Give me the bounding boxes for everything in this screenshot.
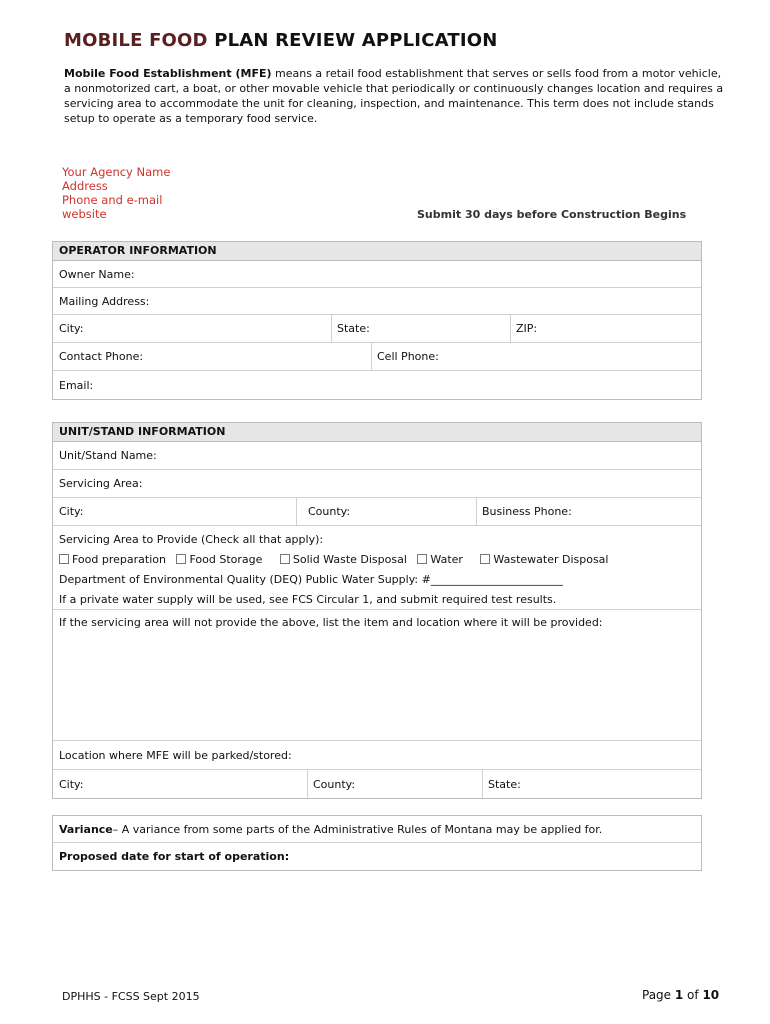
not-provided-label: If the servicing area will not provide the above, list the item and location where it will be provided: (59, 616, 603, 629)
business-phone-label: Business Phone: (482, 505, 572, 518)
loc-city-field[interactable] (53, 770, 307, 798)
checkbox-wastewater[interactable] (480, 553, 608, 566)
unit-city-label: City: (59, 505, 84, 518)
agency-block (62, 165, 170, 221)
operator-section (52, 241, 702, 400)
cell-phone-field[interactable] (371, 343, 701, 370)
checkbox-solid-waste[interactable] (280, 553, 407, 566)
intro-text: means a retail food establishment that serves or sells food from a motor vehicle, a nonmotorized cart, a boat, or other movable vehicle that periodically or continuously changes location and requires a servicing area to accommodate the unit for cleaning, inspection, and maintenance. This term does not include stands setup to operate as a temporary food service. (64, 67, 724, 125)
proposed-date-label: Proposed date for start of operation: (59, 850, 290, 863)
unit-heading: UNIT/STAND INFORMATION (53, 423, 701, 442)
submit-note: Submit 30 days before Construction Begins (417, 208, 687, 221)
operator-heading: OPERATOR INFORMATION (53, 242, 701, 261)
contact-phone-field[interactable] (53, 343, 371, 370)
agency-name: Your Agency Name (62, 165, 171, 179)
unit-section (52, 422, 702, 799)
intro-paragraph (64, 66, 724, 126)
checkbox-row (59, 553, 608, 566)
zip-label: ZIP: (516, 322, 538, 335)
variance-note (53, 816, 602, 842)
business-phone-field[interactable] (476, 498, 701, 525)
page-of: of (683, 988, 703, 1002)
agency-address: Address (62, 179, 108, 193)
checkbox-label: Food preparation (72, 553, 166, 566)
loc-state-field[interactable] (482, 770, 701, 798)
contact-phone-label: Contact Phone: (59, 350, 144, 363)
mailing-label: Mailing Address: (59, 294, 150, 308)
agency-website: website (62, 207, 107, 221)
servicing-provide-block (53, 526, 701, 610)
checkbox-icon[interactable] (280, 554, 290, 564)
servicing-area-row[interactable] (53, 470, 701, 498)
not-provided-block[interactable] (53, 610, 701, 741)
unit-name-row[interactable] (53, 442, 701, 470)
unit-city-field[interactable] (53, 498, 296, 525)
email-row[interactable] (53, 371, 701, 399)
variance-term: Variance (59, 822, 113, 836)
page-number (642, 988, 719, 1002)
variance-row (53, 816, 701, 843)
city-state-zip-row (53, 315, 701, 343)
agency-phone-email: Phone and e-mail (62, 193, 163, 207)
title-part-2: PLAN REVIEW APPLICATION (214, 30, 498, 51)
unit-name-label: Unit/Stand Name: (59, 449, 157, 462)
city-label: City: (59, 322, 84, 335)
checkbox-food-prep[interactable] (59, 553, 166, 566)
city-field[interactable] (53, 315, 331, 342)
phone-row (53, 343, 701, 371)
page-title (64, 30, 497, 51)
title-part-1: MOBILE FOOD (64, 30, 208, 51)
loc-county-field[interactable] (307, 770, 482, 798)
variance-section (52, 815, 702, 871)
proposed-date-row[interactable] (53, 843, 701, 870)
state-label: State: (337, 322, 370, 335)
checkbox-label: Wastewater Disposal (493, 553, 609, 566)
checkbox-icon[interactable] (176, 554, 186, 564)
servicing-area-label: Servicing Area: (59, 477, 143, 490)
location-label: Location where MFE will be parked/stored: (59, 748, 292, 762)
private-water-note: If a private water supply will be used, see FCS Circular 1, and submit required test results. (59, 593, 557, 606)
unit-county-field[interactable] (302, 498, 476, 525)
checkbox-label: Solid Waste Disposal (292, 553, 407, 566)
unit-city-row (53, 498, 701, 526)
loc-county-label: County: (313, 777, 356, 791)
loc-city-label: City: (59, 777, 84, 791)
zip-field[interactable] (510, 315, 701, 342)
checkbox-icon[interactable] (417, 554, 427, 564)
state-field[interactable] (331, 315, 510, 342)
mailing-row[interactable] (53, 288, 701, 315)
email-label: Email: (59, 378, 94, 392)
page-total: 10 (702, 988, 720, 1002)
loc-state-label: State: (488, 777, 521, 791)
owner-row[interactable] (53, 261, 701, 288)
page-prefix: Page (642, 988, 675, 1002)
checkbox-icon[interactable] (480, 554, 490, 564)
unit-county-label: County: (308, 505, 351, 518)
checkbox-icon[interactable] (59, 554, 69, 564)
cell-phone-label: Cell Phone: (377, 350, 439, 363)
location-row[interactable] (53, 741, 701, 770)
location-city-row (53, 770, 701, 798)
footer-left: DPHHS - FCSS Sept 2015 (62, 990, 200, 1003)
divider (296, 498, 297, 525)
provide-label: Servicing Area to Provide (Check all that apply): (59, 533, 324, 546)
checkbox-food-storage[interactable] (176, 553, 262, 566)
checkbox-water[interactable] (417, 553, 463, 566)
page-current: 1 (674, 988, 684, 1002)
deq-line[interactable]: Department of Environmental Quality (DEQ) Public Water Supply: #________________________ (59, 573, 563, 586)
checkbox-label: Food Storage (189, 553, 263, 566)
intro-term: Mobile Food Establishment (MFE) (64, 67, 272, 80)
owner-label: Owner Name: (59, 267, 135, 281)
variance-text: – A variance from some parts of the Administrative Rules of Montana may be applied for. (112, 822, 603, 836)
checkbox-label: Water (430, 553, 463, 566)
